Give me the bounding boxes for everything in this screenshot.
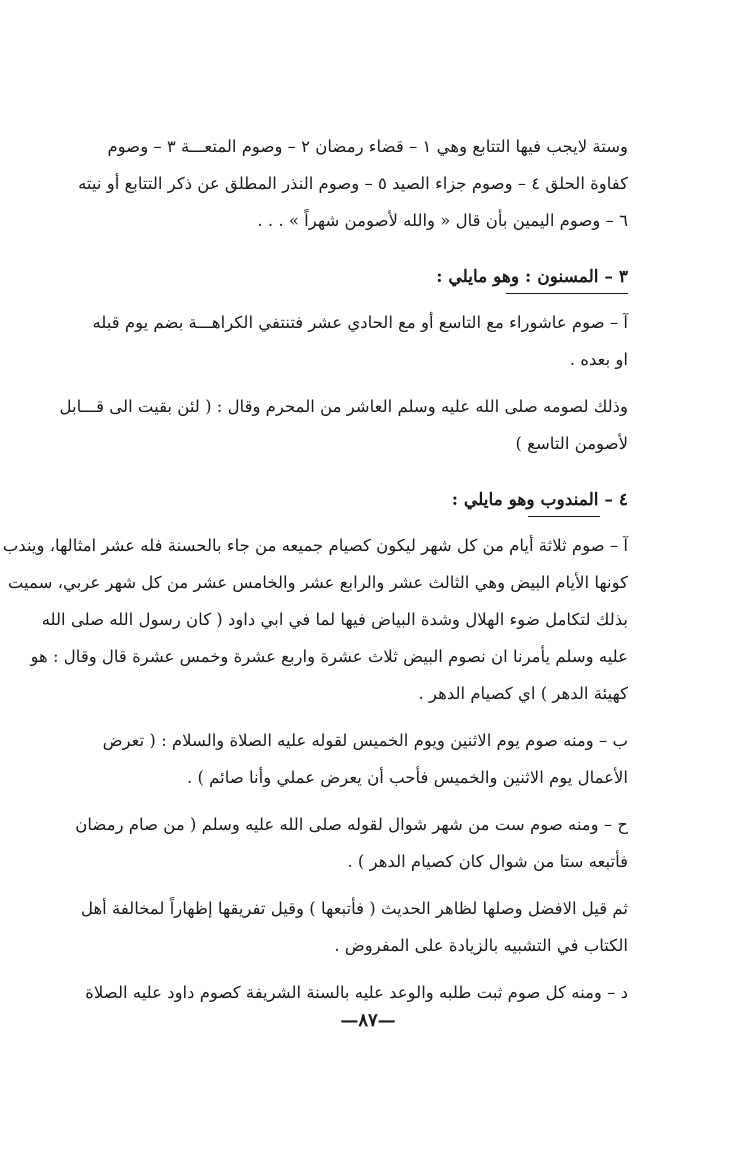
text-line: عليه وسلم يأمرنا ان نصوم البيض ثلاث عشرة واربع عشرة وخمس عشرة قال وقال : هو bbox=[30, 647, 628, 666]
section-heading: ٣ – المسنون : وهو مايلي : bbox=[436, 267, 628, 287]
text-line: فأتبعه ستا من شوال كان كصيام الدهر ) . bbox=[347, 852, 628, 871]
text-line: كفاوة الحلق ٤ – وصوم جزاء الصيد ٥ – وصوم النذر المطلق عن ذكر التتابع أو نيته bbox=[78, 174, 628, 193]
text-line: ثم قيل الافضل وصلها لظاهر الحديث ( فأتبعها ) وقيل تفريقها إظهاراً لمخالفة أهل bbox=[80, 899, 628, 918]
paragraph bbox=[59, 388, 628, 462]
section-masnun bbox=[59, 259, 628, 462]
paragraph bbox=[92, 304, 628, 378]
paragraph bbox=[75, 806, 628, 880]
text-line: د – ومنه كل صوم ثبت طلبه والوعد عليه بالسنة الشريفة كصوم داود عليه الصلاة bbox=[85, 983, 628, 1002]
page-number: —٨٧— bbox=[340, 1010, 396, 1031]
text-line: لأصومن التاسع ) bbox=[515, 434, 628, 453]
text-line: بذلك لتكامل ضوء الهلال وشدة البياض فيها لما في ابي داود ( كان رسول الله صلى الله bbox=[41, 610, 628, 629]
paragraph bbox=[85, 974, 628, 1011]
text-line: كهيئة الدهر ) اي كصيام الدهر . bbox=[418, 684, 628, 703]
paragraph bbox=[80, 890, 628, 964]
section-heading: ٤ – المندوب وهو مايلي : bbox=[451, 490, 628, 510]
text-line: آ – صوم ثلاثة أيام من كل شهر ليكون كصيام جميعه من جاء بالحسنة فله عشر امثالها، ويندب bbox=[2, 536, 628, 555]
page-body bbox=[2, 128, 628, 1011]
text-line: كونها الأيام البيض وهي الثالث عشر والرابع عشر والخامس عشر من كل شهر عربي، سميت bbox=[7, 573, 628, 592]
paragraph bbox=[2, 527, 628, 712]
text-line: ح – ومنه صوم ست من شهر شوال لقوله صلى الله عليه وسلم ( من صام رمضان bbox=[75, 815, 628, 834]
text-line: او بعده . bbox=[569, 350, 628, 369]
text-line: آ – صوم عاشوراء مع التاسع أو مع الحادي عشر فتنتفي الكراهـــة بضم يوم قبله bbox=[92, 313, 628, 332]
paragraph-intro bbox=[78, 128, 628, 239]
paragraph bbox=[102, 722, 628, 796]
text-line: وستة لايجب فيها التتابع وهي ١ – قضاء رمضان ٢ – وصوم المتعـــة ٣ – وصوم bbox=[107, 137, 628, 156]
text-line: ب – ومنه صوم يوم الاثنين ويوم الخميس لقوله عليه الصلاة والسلام : ( تعرض bbox=[102, 731, 628, 750]
text-line: وذلك لصومه صلى الله عليه وسلم العاشر من المحرم وقال : ( لئن بقيت الى قـــابل bbox=[59, 397, 628, 416]
text-line: الأعمال يوم الاثنين والخميس فأحب أن يعرض عملي وأنا صائم ) . bbox=[187, 768, 628, 787]
text-line: الكتاب في التشبيه بالزيادة على المفروض . bbox=[334, 936, 628, 955]
text-line: ٦ – وصوم اليمين بأن قال « والله لأصومن شهراً » . . . bbox=[257, 211, 628, 230]
section-mandub bbox=[2, 482, 628, 1011]
